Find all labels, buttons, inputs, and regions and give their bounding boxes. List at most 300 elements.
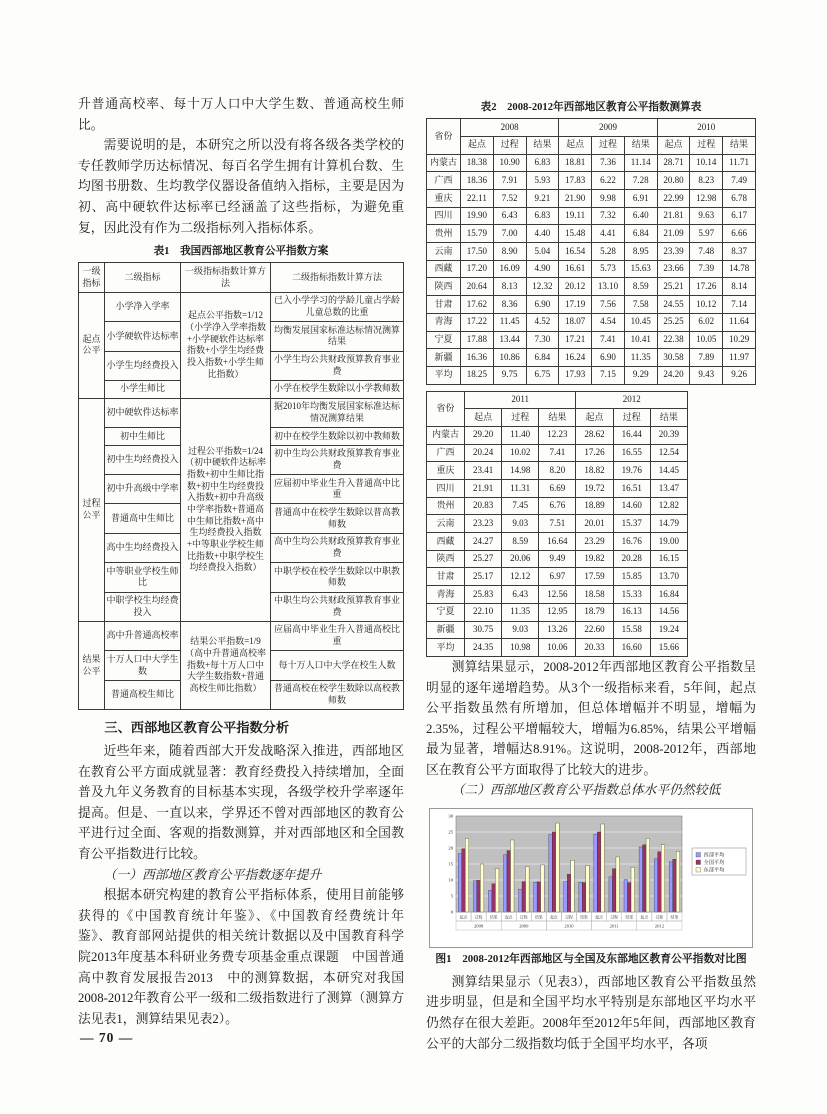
table2-subheader: 起点 xyxy=(465,409,502,427)
svg-text:30: 30 xyxy=(448,813,453,819)
table2-value: 6.69 xyxy=(539,480,576,498)
table2-value: 11.64 xyxy=(723,313,756,331)
table2-value: 5.04 xyxy=(526,243,559,261)
svg-text:起点: 起点 xyxy=(459,915,468,920)
table2-value: 14.79 xyxy=(650,515,687,533)
table-row xyxy=(427,603,688,621)
table1-indicator: 十万人口中大学生数 xyxy=(105,651,181,680)
table2-value: 6.40 xyxy=(624,207,657,225)
table2-subheader: 起点 xyxy=(576,409,613,427)
table1-calc: 初中在校学生数除以初中教师数 xyxy=(271,428,404,446)
table2-value: 6.90 xyxy=(526,296,559,314)
subsection-heading-1: （一）西部地区教育公平指数逐年提升 xyxy=(103,867,322,882)
svg-text:0: 0 xyxy=(450,909,453,915)
svg-text:结果: 结果 xyxy=(625,915,634,920)
table-row xyxy=(79,398,404,427)
table2-value: 9.43 xyxy=(690,366,723,384)
table2-value: 6.84 xyxy=(526,349,559,367)
table2-value: 7.52 xyxy=(493,190,526,208)
table-row xyxy=(427,550,688,568)
table2-value: 18.58 xyxy=(576,586,613,604)
table2-value: 6.91 xyxy=(624,190,657,208)
table-row xyxy=(427,497,688,515)
table2-subheader: 起点 xyxy=(461,136,494,154)
table2-value: 23.29 xyxy=(576,533,613,551)
table2-value: 8.90 xyxy=(493,243,526,261)
table1-calc: 小学在校学生数除以小学教师数 xyxy=(271,380,404,398)
table2-value: 8.59 xyxy=(624,278,657,296)
table2-value: 20.33 xyxy=(576,639,613,657)
table2-value: 6.83 xyxy=(526,154,559,172)
table2-value: 14.56 xyxy=(650,603,687,621)
table2-value: 11.35 xyxy=(502,603,539,621)
table2-value: 8.14 xyxy=(723,278,756,296)
table2-value: 7.89 xyxy=(690,349,723,367)
table2-value: 6.17 xyxy=(723,207,756,225)
table2-value: 6.02 xyxy=(690,313,723,331)
table2-value: 5.28 xyxy=(592,243,625,261)
table2-value: 6.97 xyxy=(539,568,576,586)
table2-value: 17.93 xyxy=(559,366,592,384)
table2-province: 甘肃 xyxy=(427,296,461,314)
table2-value: 9.29 xyxy=(624,366,657,384)
figure-1-bar-chart xyxy=(429,808,753,948)
table2-subheader: 过程 xyxy=(502,409,539,427)
table2-value: 20.64 xyxy=(461,278,494,296)
table2-value: 17.88 xyxy=(461,331,494,349)
table2-subheader: 起点 xyxy=(657,136,690,154)
table2-subheader: 结果 xyxy=(539,409,576,427)
svg-text:起点: 起点 xyxy=(595,915,603,920)
table2-value: 20.80 xyxy=(657,172,690,190)
table2-subheader: 过程 xyxy=(613,409,650,427)
table2-value: 11.14 xyxy=(624,154,657,172)
svg-text:西部平均: 西部平均 xyxy=(703,852,725,859)
table1-indicator: 高中生均经费投入 xyxy=(105,533,181,562)
table-row xyxy=(427,278,756,296)
table1-calc: 应届高中毕业生升入普通高校比重 xyxy=(271,621,404,650)
table2-value: 7.41 xyxy=(592,331,625,349)
table2-value: 8.36 xyxy=(493,296,526,314)
table2-value: 17.50 xyxy=(461,243,494,261)
table2-value: 8.23 xyxy=(690,172,723,190)
table2-province: 贵州 xyxy=(427,497,465,515)
table2-value: 9.49 xyxy=(539,550,576,568)
table2-value: 10.90 xyxy=(493,154,526,172)
table2-value: 16.54 xyxy=(559,243,592,261)
table-row xyxy=(427,331,756,349)
table2-province: 内蒙古 xyxy=(427,426,465,444)
table2-value: 10.45 xyxy=(624,313,657,331)
table2-province: 云南 xyxy=(427,515,465,533)
table2-value: 20.01 xyxy=(576,515,613,533)
table2-value: 10.14 xyxy=(690,154,723,172)
table2-value: 21.09 xyxy=(657,225,690,243)
svg-text:2011: 2011 xyxy=(609,923,619,929)
table2-value: 9.03 xyxy=(502,621,539,639)
section-heading: 三、西部地区教育公平指数分析 xyxy=(104,720,290,736)
table2-value: 23.41 xyxy=(465,462,502,480)
paragraph: 近些年来，随着西部大开发战略深入推进，西部地区在教育公平方面成就显著：教育经费投入持续增加，全面普及九年义务教育的目标基本实现，各级学校升学率逐年提高。但是、一直以来，学界还不曾对西部地区的教育公平进行过全面、客观的指数测算，并对西部地区和全国教育公平指数进行比较。 xyxy=(78,744,404,862)
paragraph: 测算结果显示（见表3），西部地区教育公平指数虽然进步明显，但是和全国平均水平特别是东部地区平均水平仍然存在很大差距。2008年至2012年5年间，西部地区教育公平的大部分二级指数均低于全国平均水平，各项 xyxy=(426,974,756,1051)
table2-province: 陕西 xyxy=(427,550,465,568)
table2-value: 4.90 xyxy=(526,260,559,278)
table1-calc: 中职生均公共财政预算教育事业费 xyxy=(271,592,404,621)
bar-chart-svg xyxy=(430,809,752,947)
table-row xyxy=(427,313,756,331)
table-row xyxy=(427,639,688,657)
svg-text:起点: 起点 xyxy=(640,915,649,920)
table2-subheader: 结果 xyxy=(624,136,657,154)
table2-value: 12.82 xyxy=(650,497,687,515)
table1-indicator: 初中升高级中学率 xyxy=(105,475,181,504)
svg-text:2010: 2010 xyxy=(564,923,574,929)
table2-value: 25.27 xyxy=(465,550,502,568)
table-row xyxy=(427,207,756,225)
table2-value: 19.90 xyxy=(461,207,494,225)
table1-calc: 小学生均公共财政预算教育事业费 xyxy=(271,351,404,380)
table2-value: 7.30 xyxy=(526,331,559,349)
table2-value: 6.75 xyxy=(526,366,559,384)
table2-value: 7.45 xyxy=(502,497,539,515)
table2-value: 22.60 xyxy=(576,621,613,639)
table2-province: 青海 xyxy=(427,313,461,331)
table2-province: 西藏 xyxy=(427,260,461,278)
table2-part2-2011-2012 xyxy=(426,391,688,657)
table2-value: 6.84 xyxy=(624,225,657,243)
paragraph-continuation: 升普通高校率、每十万人口中大学生数、普通高校生师比。 xyxy=(78,97,404,132)
table2-value: 7.15 xyxy=(592,366,625,384)
table2-value: 8.59 xyxy=(502,533,539,551)
table1-indicator: 初中生均经费投入 xyxy=(105,445,181,474)
table2-subheader: 过程 xyxy=(493,136,526,154)
table2-value: 5.73 xyxy=(592,260,625,278)
svg-text:起点: 起点 xyxy=(504,915,513,920)
table2-value: 10.29 xyxy=(723,331,756,349)
table2-value: 16.55 xyxy=(613,444,650,462)
table2-value: 6.43 xyxy=(493,207,526,225)
table2-header-year: 2011 xyxy=(465,391,576,409)
table-row xyxy=(427,568,688,586)
table2-value: 20.28 xyxy=(613,550,650,568)
table1-indicator: 初中生师比 xyxy=(105,428,181,446)
table2-value: 12.95 xyxy=(539,603,576,621)
table2-value: 16.44 xyxy=(613,426,650,444)
table2-value: 7.91 xyxy=(493,172,526,190)
table-row xyxy=(427,154,756,172)
right-column xyxy=(426,94,756,1054)
table2-value: 18.89 xyxy=(576,497,613,515)
table2-value: 15.48 xyxy=(559,225,592,243)
table1-calc: 初中生均公共财政预算教育事业费 xyxy=(271,445,404,474)
table2-value: 18.38 xyxy=(461,154,494,172)
table1-caption: 表1 我国西部地区教育公平指数方案 xyxy=(153,246,329,258)
table2-value: 24.35 xyxy=(465,639,502,657)
table1-calc: 均衡发展国家标准达标情况测算结果 xyxy=(271,322,404,351)
table2-subheader: 起点 xyxy=(559,136,592,154)
table2-value: 6.22 xyxy=(592,172,625,190)
table2-value: 23.39 xyxy=(657,243,690,261)
table2-value: 15.37 xyxy=(613,515,650,533)
table2-value: 13.70 xyxy=(650,568,687,586)
table2-value: 15.85 xyxy=(613,568,650,586)
table2-province: 青海 xyxy=(427,586,465,604)
table2-value: 19.24 xyxy=(650,621,687,639)
table1-header: 一级指标 xyxy=(79,263,105,292)
paragraph: 测算结果显示，2008-2012年西部地区教育公平指数呈明显的逐年递增趋势。从3个一级指标来看，5年间，起点公平指数虽然有所增加，但总体增幅并不明显，增幅为2.35%，过程公平增幅较大，增幅为6.85%，结果公平增幅最为显著，增幅达8.91%。这说明，2008-2012年，西部地区在教育公平方面取得了比较大的进步。 xyxy=(426,659,756,777)
table1-header: 一级指标指数计算方法 xyxy=(181,263,271,292)
table2-value: 6.78 xyxy=(723,190,756,208)
table2-value: 13.47 xyxy=(650,480,687,498)
figure-1-caption: 图1 2008-2012年西部地区与全国及东部地区教育公平指数对比图 xyxy=(435,953,747,966)
paragraph: 需要说明的是，本研究之所以没有将各级各类学校的专任教师学历达标情况、每百名学生拥有计算机台数、生均图书册数、生均教学仪器设备值纳入指标，主要是因为初、高中硬软件达标率已经涵盖了这些指标，为避免重复，因此没有作为二级指标列入指标体系。 xyxy=(78,138,404,235)
table1-indicator: 高中升普通高校率 xyxy=(105,621,181,650)
table-row xyxy=(427,225,756,243)
svg-text:过程: 过程 xyxy=(610,915,618,920)
table2-value: 12.54 xyxy=(650,444,687,462)
table2-header-province: 省份 xyxy=(427,391,465,426)
table2-value: 24.55 xyxy=(657,296,690,314)
table1-calc: 中职学校在校学生数除以中职教师数 xyxy=(271,563,404,592)
table2-part1-2008-2010 xyxy=(426,118,756,384)
paragraph: 根据本研究构建的教育公平指标体系，使用目前能够获得的《中国教育统计年鉴》、《中国教育经费统计年鉴》、教育部网站提供的相关统计数据以及中国教育科学院2013年度基本科研业务费专项基金重点课题 中国普通高中教育发展报告2013 中的测算数据，本研究对我国2008-2012年教育公平一级和二级指数进行了测算（测算方法见表1，测算结果见表2）。 xyxy=(78,888,404,1026)
svg-text:全国平均: 全国平均 xyxy=(703,860,725,867)
table2-value: 28.71 xyxy=(657,154,690,172)
table2-header-year: 2010 xyxy=(657,119,755,137)
table2-value: 24.27 xyxy=(465,533,502,551)
table2-province: 新疆 xyxy=(427,621,465,639)
table2-value: 16.84 xyxy=(650,586,687,604)
table2-value: 18.82 xyxy=(576,462,613,480)
table2-value: 19.82 xyxy=(576,550,613,568)
table2-province: 平均 xyxy=(427,639,465,657)
svg-text:东部平均: 东部平均 xyxy=(703,867,725,874)
table2-value: 30.75 xyxy=(465,621,502,639)
table2-value: 21.81 xyxy=(657,207,690,225)
table2-value: 7.48 xyxy=(690,243,723,261)
table2-value: 6.90 xyxy=(592,349,625,367)
svg-text:20: 20 xyxy=(448,845,453,851)
table2-value: 28.62 xyxy=(576,426,613,444)
svg-text:5: 5 xyxy=(450,893,453,899)
table2-value: 18.81 xyxy=(559,154,592,172)
svg-text:结果: 结果 xyxy=(580,915,588,920)
svg-text:15: 15 xyxy=(448,861,453,867)
table2-value: 10.41 xyxy=(624,331,657,349)
table2-value: 17.62 xyxy=(461,296,494,314)
table2-value: 18.25 xyxy=(461,366,494,384)
svg-text:过程: 过程 xyxy=(655,915,664,920)
table2-value: 10.12 xyxy=(690,296,723,314)
table2-value: 16.76 xyxy=(613,533,650,551)
table2-province: 重庆 xyxy=(427,190,461,208)
table2-value: 12.23 xyxy=(539,426,576,444)
table2-value: 20.83 xyxy=(465,497,502,515)
table2-value: 4.54 xyxy=(592,313,625,331)
table2-value: 5.97 xyxy=(690,225,723,243)
table2-value: 6.43 xyxy=(502,586,539,604)
table1-level1: 过程公平 xyxy=(79,398,105,621)
table2-value: 18.36 xyxy=(461,172,494,190)
table2-value: 8.95 xyxy=(624,243,657,261)
table2-value: 22.99 xyxy=(657,190,690,208)
table1-method: 起点公平指数=1/12（小学净入学率指数+小学硬软件达标率指数+小学生均经费投入指数+小学生师比指数） xyxy=(181,292,271,398)
svg-text:2008: 2008 xyxy=(474,923,484,929)
table2-value: 11.45 xyxy=(493,313,526,331)
table2-value: 17.26 xyxy=(576,444,613,462)
table2-value: 21.90 xyxy=(559,190,592,208)
table2-value: 7.39 xyxy=(690,260,723,278)
table2-header-province: 省份 xyxy=(427,119,461,154)
table-row xyxy=(427,426,688,444)
table2-province: 重庆 xyxy=(427,462,465,480)
table1-indicator: 小学生均经费投入 xyxy=(105,351,181,380)
table2-value: 13.10 xyxy=(592,278,625,296)
table2-value: 11.40 xyxy=(502,426,539,444)
table-row xyxy=(427,190,756,208)
svg-text:过程: 过程 xyxy=(474,915,483,920)
svg-text:25: 25 xyxy=(448,829,453,835)
table2-value: 24.20 xyxy=(657,366,690,384)
table2-value: 25.25 xyxy=(657,313,690,331)
table2-value: 10.02 xyxy=(502,444,539,462)
table2-province: 内蒙古 xyxy=(427,154,461,172)
table2-province: 宁夏 xyxy=(427,331,461,349)
table2-value: 19.76 xyxy=(613,462,650,480)
table2-value: 16.36 xyxy=(461,349,494,367)
table2-value: 25.21 xyxy=(657,278,690,296)
table2-value: 12.32 xyxy=(526,278,559,296)
table2-value: 4.40 xyxy=(526,225,559,243)
table-row xyxy=(427,515,688,533)
table2-value: 19.11 xyxy=(559,207,592,225)
table2-value: 20.06 xyxy=(502,550,539,568)
table-row xyxy=(427,172,756,190)
table2-value: 8.37 xyxy=(723,243,756,261)
table2-value: 6.76 xyxy=(539,497,576,515)
table2-value: 9.75 xyxy=(493,366,526,384)
table-row xyxy=(427,366,756,384)
table2-value: 15.66 xyxy=(650,639,687,657)
table1-indicator: 小学生师比 xyxy=(105,380,181,398)
table2-value: 29.20 xyxy=(465,426,502,444)
table-row xyxy=(427,533,688,551)
table2-value: 7.36 xyxy=(592,154,625,172)
table1-calc: 应届初中毕业生升入普通高中比重 xyxy=(271,475,404,504)
table2-value: 14.45 xyxy=(650,462,687,480)
table2-value: 9.63 xyxy=(690,207,723,225)
table2-value: 8.20 xyxy=(539,462,576,480)
table2-province: 西藏 xyxy=(427,533,465,551)
table1-indicator: 中等职业学校生师比 xyxy=(105,563,181,592)
table2-value: 7.32 xyxy=(592,207,625,225)
table2-value: 14.60 xyxy=(613,497,650,515)
table2-value: 17.19 xyxy=(559,296,592,314)
table2-value: 6.66 xyxy=(723,225,756,243)
table2-value: 19.72 xyxy=(576,480,613,498)
table2-value: 11.97 xyxy=(723,349,756,367)
table2-header-year: 2008 xyxy=(461,119,559,137)
table2-value: 7.58 xyxy=(624,296,657,314)
svg-text:结果: 结果 xyxy=(670,915,679,920)
table1-calc: 每十万人口中大学在校生人数 xyxy=(271,651,404,680)
table2-subheader: 结果 xyxy=(723,136,756,154)
table2-value: 7.49 xyxy=(723,172,756,190)
table2-value: 16.24 xyxy=(559,349,592,367)
table2-value: 8.13 xyxy=(493,278,526,296)
table2-province: 平均 xyxy=(427,366,461,384)
left-column xyxy=(78,94,404,1029)
table2-value: 25.17 xyxy=(465,568,502,586)
subsection-heading-2: （二）西部地区教育公平指数总体水平仍然较低 xyxy=(451,783,721,798)
table1-calc: 高中生均公共财政预算教育事业费 xyxy=(271,533,404,562)
table2-value: 13.44 xyxy=(493,331,526,349)
table2-value: 9.26 xyxy=(723,366,756,384)
table2-subheader: 结果 xyxy=(650,409,687,427)
table2-header-year: 2012 xyxy=(576,391,688,409)
table2-value: 17.22 xyxy=(461,313,494,331)
table2-value: 20.39 xyxy=(650,426,687,444)
table1-header: 二级指标指数计算方法 xyxy=(271,263,404,292)
table2-value: 16.60 xyxy=(613,639,650,657)
table-row xyxy=(427,243,756,261)
table2-value: 23.66 xyxy=(657,260,690,278)
table2-province: 新疆 xyxy=(427,349,461,367)
table2-value: 17.20 xyxy=(461,260,494,278)
table2-province: 广西 xyxy=(427,172,461,190)
table2-value: 22.38 xyxy=(657,331,690,349)
table2-value: 16.09 xyxy=(493,260,526,278)
table2-value: 11.35 xyxy=(624,349,657,367)
table2-value: 4.52 xyxy=(526,313,559,331)
table1-indicator: 初中硬软件达标率 xyxy=(105,398,181,427)
table2-value: 9.98 xyxy=(592,190,625,208)
table2-value: 7.51 xyxy=(539,515,576,533)
svg-text:2009: 2009 xyxy=(519,923,529,929)
svg-text:过程: 过程 xyxy=(520,915,528,920)
table2-value: 10.86 xyxy=(493,349,526,367)
table-row xyxy=(427,444,688,462)
table2-value: 10.05 xyxy=(690,331,723,349)
table2-value: 20.24 xyxy=(465,444,502,462)
table2-value: 15.33 xyxy=(613,586,650,604)
table2-province: 宁夏 xyxy=(427,603,465,621)
table2-value: 10.06 xyxy=(539,639,576,657)
table2-province: 四川 xyxy=(427,480,465,498)
table2-value: 7.41 xyxy=(539,444,576,462)
table2-value: 19.00 xyxy=(650,533,687,551)
table2-province: 陕西 xyxy=(427,278,461,296)
table2-value: 12.98 xyxy=(690,190,723,208)
table2-value: 20.12 xyxy=(559,278,592,296)
table1-method: 结果公平指数=1/9（高中升普通高校率指数+每十万人口中大学生数指数+普通高校生师比指数） xyxy=(181,621,271,709)
table2-value: 11.31 xyxy=(502,480,539,498)
table2-value: 9.21 xyxy=(526,190,559,208)
table2-value: 14.78 xyxy=(723,260,756,278)
table2-value: 14.98 xyxy=(502,462,539,480)
table-row xyxy=(79,621,404,650)
table2-value: 17.83 xyxy=(559,172,592,190)
svg-text:结果: 结果 xyxy=(535,915,543,920)
table1-indicator-scheme xyxy=(78,262,404,710)
table2-value: 30.58 xyxy=(657,349,690,367)
table2-value: 12.56 xyxy=(539,586,576,604)
table-row xyxy=(79,292,404,321)
table2-value: 5.93 xyxy=(526,172,559,190)
table-row xyxy=(427,349,756,367)
table2-value: 16.61 xyxy=(559,260,592,278)
table2-subheader: 过程 xyxy=(592,136,625,154)
